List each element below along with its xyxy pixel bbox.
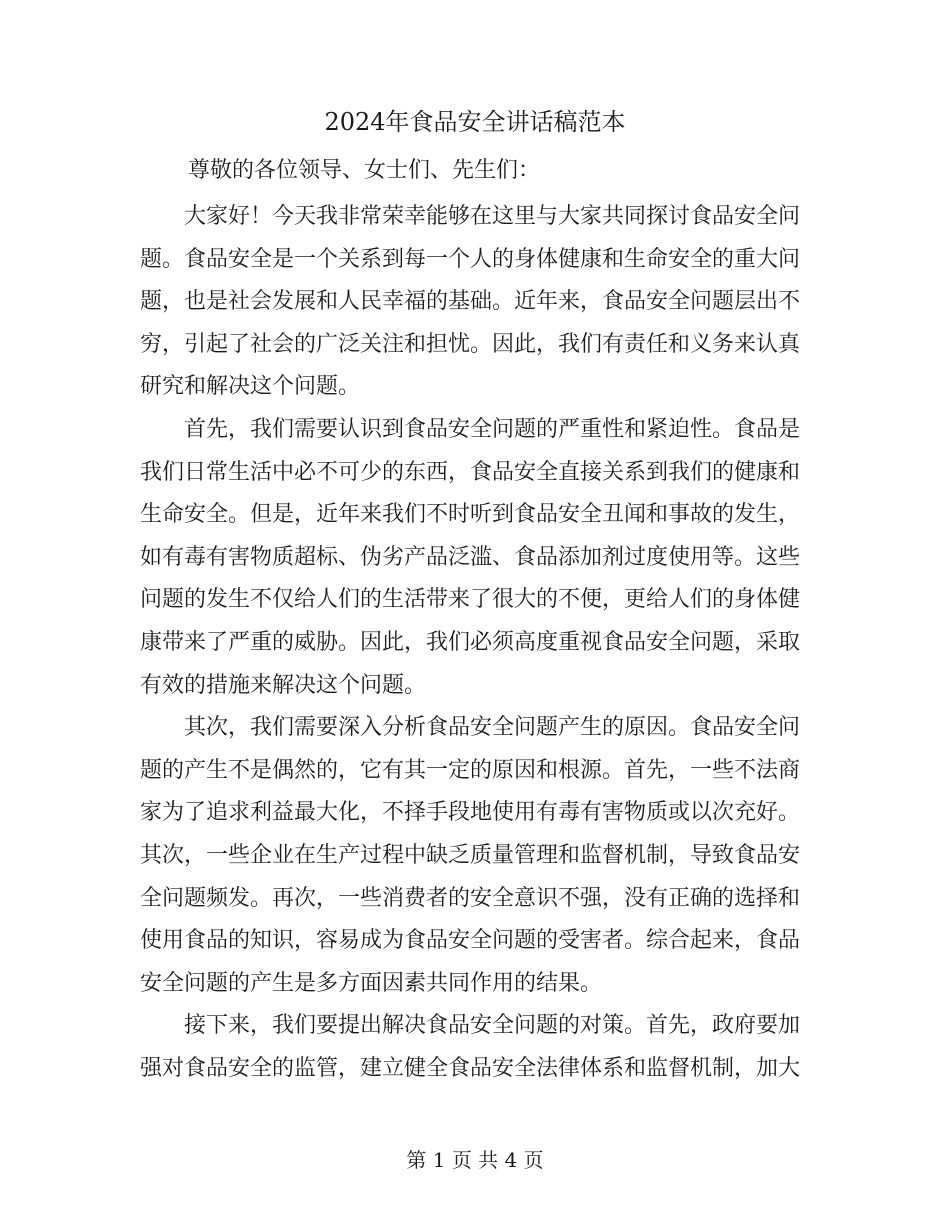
document-body	[140, 196, 800, 1090]
paragraph: 首先，我们需要认识到食品安全问题的严重性和紧迫性。食品是我们日常生活中必不可少的东西，食品安全直接关系到我们的健康和生命安全。但是，近年来我们不时听到食品安全丑闻和事故的发生，如有毒有害物质超标、伪劣产品泛滥、食品添加剂过度使用等。这些问题的发生不仅给人们的生活带来了很大的不便，更给人们的身体健康带来了严重的威胁。因此，我们必须高度重视食品安全问题，采取有效的措施来解决这个问题。	[140, 416, 801, 698]
paragraph: 接下来，我们要提出解决食品安全问题的对策。首先，政府要加强对食品安全的监管，建立健全食品安全法律体系和监督机制，加大	[140, 1013, 801, 1081]
paragraph: 大家好！今天我非常荣幸能够在这里与大家共同探讨食品安全问题。食品安全是一个关系到每一个人的身体健康和生命安全的重大问题，也是社会发展和人民幸福的基础。近年来，食品安全问题层出不穷，引起了社会的广泛关注和担忧。因此，我们有责任和义务来认真研究和解决这个问题。	[140, 204, 801, 400]
salutation: 尊敬的各位领导、女士们、先生们：	[188, 158, 541, 183]
paragraph: 其次，我们需要深入分析食品安全问题产生的原因。食品安全问题的产生不是偶然的，它有其一定的原因和根源。首先，一些不法商家为了追求利益最大化，不择手段地使用有毒有害物质或以次充好。其次，一些企业在生产过程中缺乏质量管理和监督机制，导致食品安全问题频发。再次，一些消费者的安全意识不强，没有正确的选择和使用食品的知识，容易成为食品安全问题的受害者。综合起来，食品安全问题的产生是多方面因素共同作用的结果。	[140, 715, 801, 996]
document-title: 2024年食品安全讲话稿范本	[324, 108, 626, 136]
page-number-footer: 第 1 页 共 4 页	[406, 1148, 544, 1172]
